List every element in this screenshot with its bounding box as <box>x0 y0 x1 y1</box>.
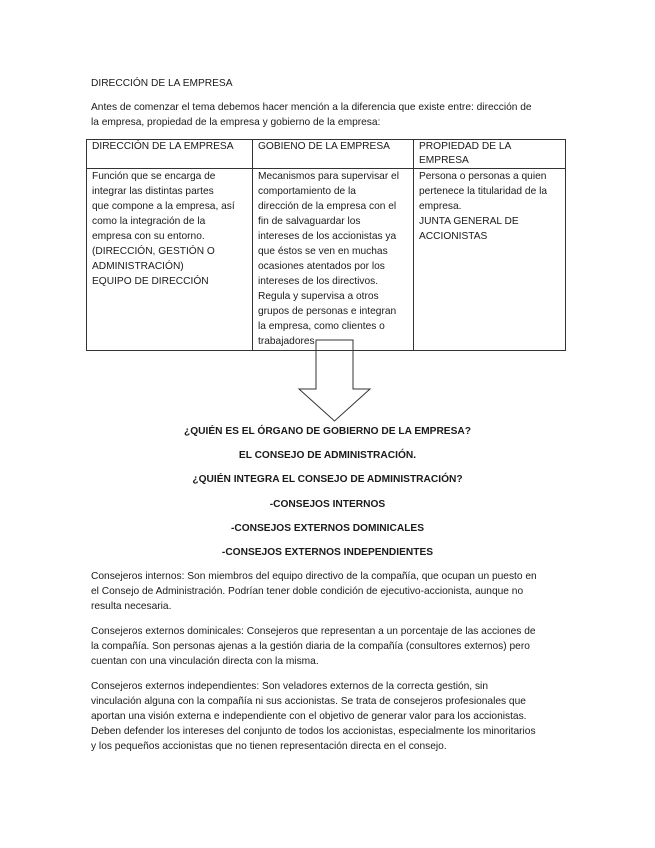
paragraph-line: resulta necesaria. <box>91 601 172 612</box>
paragraph-line: el Consejo de Administración. Podrían tener doble condición de ejecutivo-accionista, aunque no <box>91 586 524 597</box>
cell-line: ADMINISTRACIÓN) <box>92 261 184 272</box>
question-integra: ¿QUIÉN INTEGRA EL CONSEJO DE ADMINISTRACIÓN? <box>192 474 463 485</box>
cell-line: intereses de los accionistas ya <box>258 231 397 242</box>
cell-line: Mecanismos para supervisar el <box>258 171 399 182</box>
comparison-table <box>86 139 566 351</box>
cell-line: ocasiones atentados por los <box>258 261 385 272</box>
header-propiedad: PROPIEDAD DE LA EMPRESA <box>414 140 566 169</box>
paragraph-internos <box>91 569 566 614</box>
paragraph-dominicales <box>91 624 566 669</box>
intro-paragraph <box>91 100 566 130</box>
paragraph-line: Consejeros externos dominicales: Consejeros que representan a un porcentaje de las acciones de <box>91 626 536 637</box>
header-gobierno: GOBIENO DE LA EMPRESA <box>253 140 414 169</box>
header-direccion: DIRECCIÓN DE LA EMPRESA <box>87 140 253 169</box>
paragraph-line: Deben defender los intereses del conjunto de todos los accionistas, especialmente los minoritarios <box>91 726 536 737</box>
cell-line: Regula y supervisa a otros <box>258 291 379 302</box>
list-consejos-dominicales: -CONSEJOS EXTERNOS DOMINICALES <box>230 523 425 534</box>
table-header-row <box>87 140 566 169</box>
paragraph-line: vinculación alguna con la compañía ni sus accionistas. Se trata de consejeros profesionales que <box>91 696 526 707</box>
cell-line: ACCIONISTAS <box>419 231 488 242</box>
cell-line: pertenece la titularidad de la <box>419 186 547 197</box>
document-title: DIRECCIÓN DE LA EMPRESA <box>91 78 233 89</box>
cell-line: integrar las distintas partes <box>92 186 214 197</box>
cell-line: Función que se encarga de <box>92 171 216 182</box>
down-arrow-icon <box>297 339 372 423</box>
paragraph-independientes <box>91 679 566 754</box>
list-consejos-independientes: -CONSEJOS EXTERNOS INDEPENDIENTES <box>221 547 434 558</box>
cell-line: como la integración de la <box>92 216 206 227</box>
cell-line: empresa. <box>419 201 462 212</box>
cell-direccion <box>87 169 253 351</box>
cell-line: comportamiento de la <box>258 186 356 197</box>
cell-line: intereses de los directivos. <box>258 276 379 287</box>
cell-line: que compone a la empresa, así <box>92 201 235 212</box>
cell-line: dirección de la empresa con el <box>258 201 397 212</box>
paragraph-line: Consejeros externos independientes: Son veladores externos de la correcta gestión, sin <box>91 681 488 692</box>
cell-gobierno <box>253 169 414 351</box>
table-row <box>87 169 566 351</box>
cell-propiedad <box>414 169 566 351</box>
cell-line: que éstos se ven en muchas <box>258 246 388 257</box>
cell-line: EQUIPO DE DIRECCIÓN <box>92 276 209 287</box>
paragraph-line: Consejeros internos: Son miembros del equipo directivo de la compañía, que ocupan un puesto en <box>91 571 537 582</box>
cell-line: Persona o personas a quien <box>419 171 547 182</box>
cell-line: fin de salvaguardar los <box>258 216 361 227</box>
intro-line: la empresa, propiedad de la empresa y gobierno de la empresa: <box>91 117 381 128</box>
paragraph-line: y los pequeños accionistas que no tienen representación directa en el consejo. <box>91 741 447 752</box>
question-organo: ¿QUIÉN ES EL ÓRGANO DE GOBIERNO DE LA EMPRESA? <box>184 426 471 437</box>
cell-line: trabajadores. <box>258 336 318 347</box>
paragraph-line: cuentan con una vinculación directa con la misma. <box>91 656 319 667</box>
cell-line: empresa con su entorno. <box>92 231 205 242</box>
list-consejos-internos: -CONSEJOS INTERNOS <box>269 499 386 510</box>
intro-line: Antes de comenzar el tema debemos hacer mención a la diferencia que existe entre: dirección de <box>91 102 532 113</box>
answer-consejo: EL CONSEJO DE ADMINISTRACIÓN. <box>238 450 417 461</box>
cell-line: grupos de personas e integran <box>258 306 397 317</box>
cell-line: (DIRECCIÓN, GESTIÓN O <box>92 246 215 257</box>
cell-line: JUNTA GENERAL DE <box>419 216 519 227</box>
paragraph-line: aportan una visión externa e independiente con el objetivo de generar valor para los accionistas. <box>91 711 527 722</box>
paragraph-line: la compañía. Son personas ajenas a la gestión diaria de la compañía (consultores externos) pero <box>91 641 530 652</box>
cell-line: la empresa, como clientes o <box>258 321 385 332</box>
